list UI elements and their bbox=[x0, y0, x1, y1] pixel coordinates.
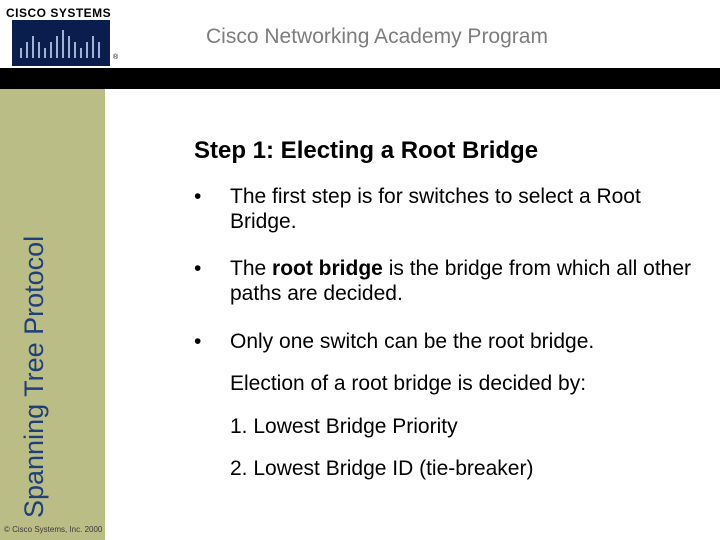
slide-heading: Step 1: Electing a Root Bridge bbox=[194, 137, 539, 164]
bullet-marker: • bbox=[194, 185, 202, 208]
bullet-text-bold: root bridge bbox=[272, 257, 383, 280]
bullet-text: The first step is for switches to select a Root Bridge. bbox=[230, 185, 641, 233]
registered-mark: ® bbox=[113, 54, 119, 61]
criterion-item: 1. Lowest Bridge Priority bbox=[230, 415, 458, 438]
sidebar-vertical-title: Spanning Tree Protocol bbox=[19, 235, 49, 518]
header-divider-bar bbox=[0, 68, 720, 89]
bullet-text: Only one switch can be the root bridge. bbox=[230, 330, 595, 353]
cisco-logo bbox=[2, 4, 122, 66]
cisco-brand-text: CISCO SYSTEMS bbox=[6, 6, 112, 20]
bullet-marker: • bbox=[194, 257, 202, 280]
program-title: Cisco Networking Academy Program bbox=[206, 25, 548, 48]
bullet-text-pre: The bbox=[230, 257, 273, 280]
cisco-bridge-logo-icon bbox=[12, 20, 110, 66]
bullet-text bbox=[230, 256, 710, 306]
copyright-notice: © Cisco Systems, Inc. 2000 bbox=[4, 525, 103, 534]
election-intro: Election of a root bridge is decided by: bbox=[230, 372, 587, 395]
bullet-marker: • bbox=[194, 330, 202, 353]
bullet-text-post: is the bridge from which all other paths are decided. bbox=[230, 257, 691, 305]
criterion-item: 2. Lowest Bridge ID (tie-breaker) bbox=[230, 457, 534, 480]
sidebar-gap bbox=[105, 89, 152, 540]
